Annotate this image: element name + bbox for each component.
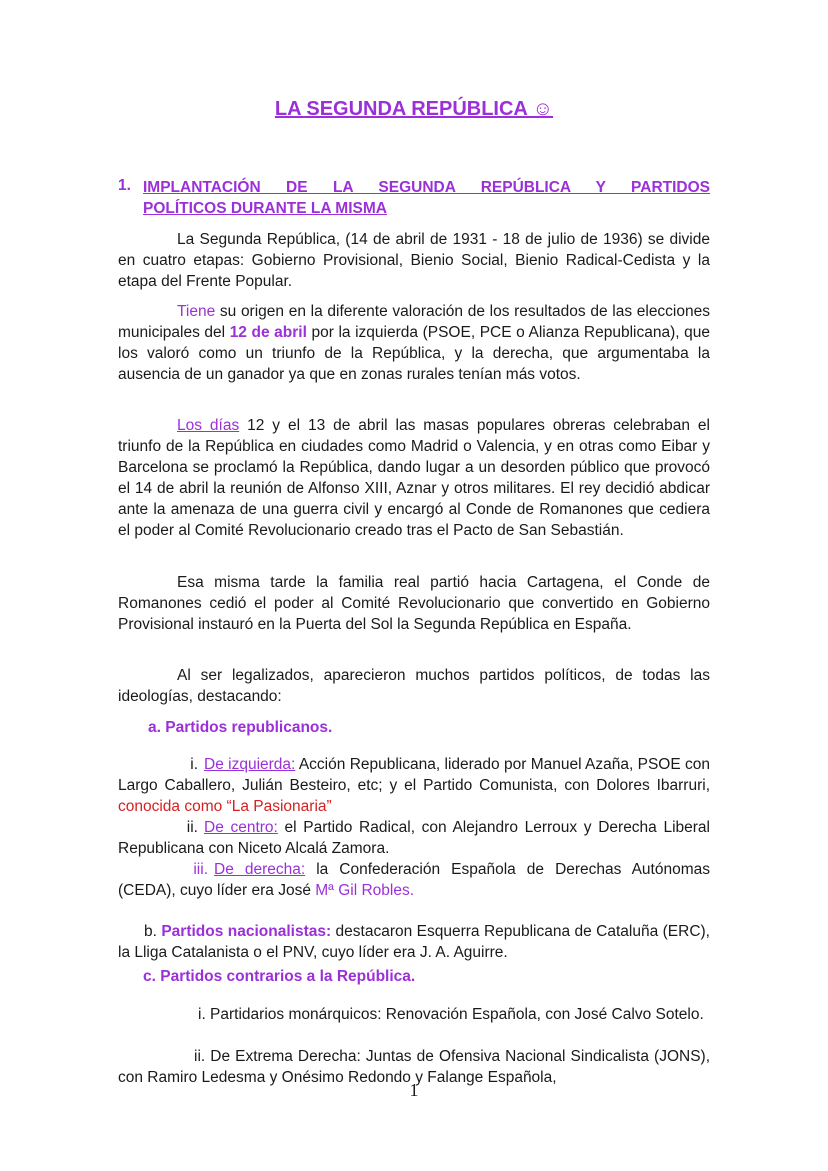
- section-number: 1.: [118, 177, 131, 194]
- paragraph-1: La Segunda República, (14 de abril de 1931 - 18 de julio de 1936) se divide en cuatro etapas: Gobierno Provisional, Bienio Social, Bienio Radical-Cedista y la etapa del Frente Popular.: [118, 231, 710, 290]
- item-c-i: i. Partidarios monárquicos: Renovación Española, con José Calvo Sotelo.: [198, 1005, 704, 1023]
- date-highlight: 12 de abril: [229, 324, 307, 341]
- section-title-line2: POLÍTICOS DURANTE LA MISMA: [143, 200, 387, 217]
- item-a-ii-lead: De centro:: [204, 818, 278, 836]
- item-c-ii: ii. De Extrema Derecha: Juntas de Ofensiva Nacional Sindicalista (JONS), con Ramiro Ledesma y Onésimo Redondo y Falange Española,: [118, 1047, 710, 1086]
- paragraph-3-lead: Los días: [177, 417, 240, 434]
- paragraph-5: Al ser legalizados, aparecieron muchos partidos políticos, de todas las ideologías, destacando:: [118, 667, 710, 705]
- item-a-iii: iii. De derecha: la Confederación Española de Derechas Autónomas (CEDA), cuyo líder era José Mª Gil Robles.: [118, 860, 710, 899]
- pasionaria-note: conocida como “La Pasionaria”: [118, 797, 332, 815]
- subsection-b-heading: Partidos nacionalistas:: [161, 922, 332, 940]
- document-title: LA SEGUNDA REPÚBLICA ☺: [274, 98, 554, 120]
- item-a-iii-lead: De derecha:: [214, 860, 306, 878]
- paragraph-2: Tiene su origen en la diferente valoración de los resultados de las elecciones municipales del 12 de abril por la izquierda (PSOE, PCE o Alianza Republicana), que los valoró como un triunfo de la República, y la derecha, que argumentaba la ausencia de un ganador ya que en zonas rurales tenían más votos.: [118, 303, 710, 383]
- paragraph-4: Esa misma tarde la familia real partió hacia Cartagena, el Conde de Romanones cedió el poder al Comité Revolucionario que convertido en Gobierno Provisional instauró en la Puerta del Sol la Segunda República en España.: [118, 574, 710, 633]
- subsection-c-heading: c. Partidos contrarios a la República.: [143, 968, 416, 985]
- section-title-line1: IMPLANTACIÓN DE LA SEGUNDA REPÚBLICA Y PARTIDOS: [143, 179, 710, 196]
- subsection-b: b. Partidos nacionalistas: destacaron Esquerra Republicana de Cataluña (ERC), la Lliga Catalanista o el PNV, cuyo líder era J. A. Aguirre.: [118, 922, 710, 961]
- page-number: 1: [409, 1080, 419, 1100]
- subsection-a-heading: a. Partidos republicanos.: [148, 719, 333, 736]
- item-a-i: i. De izquierda: Acción Republicana, liderado por Manuel Azaña, PSOE con Largo Caballero, Julián Besteiro, etc; y el Partido Comunista, con Dolores Ibarruri, conocida como “La Pasionaria”: [118, 755, 711, 815]
- item-a-ii: ii. De centro: el Partido Radical, con Alejandro Lerroux y Derecha Liberal Republicana con Niceto Alcalá Zamora.: [118, 818, 710, 857]
- item-a-i-lead: De izquierda:: [204, 755, 296, 773]
- paragraph-2-lead: Tiene: [177, 303, 216, 320]
- gil-robles-name: Mª Gil Robles.: [315, 881, 415, 899]
- paragraph-3: Los días 12 y el 13 de abril las masas populares obreras celebraban el triunfo de la República en ciudades como Madrid o Valencia, y en otras como Eibar y Barcelona se proclamó la República, dando lugar a un desorden público que provocó el 14 de abril la reunión de Alfonso XIII, Aznar y otros militares. El rey decidió abdicar ante la amenaza de una guerra civil y encargó al Conde de Romanones que cediera el poder al Comité Revolucionario creado tras el Pacto de San Sebastián.: [118, 417, 710, 539]
